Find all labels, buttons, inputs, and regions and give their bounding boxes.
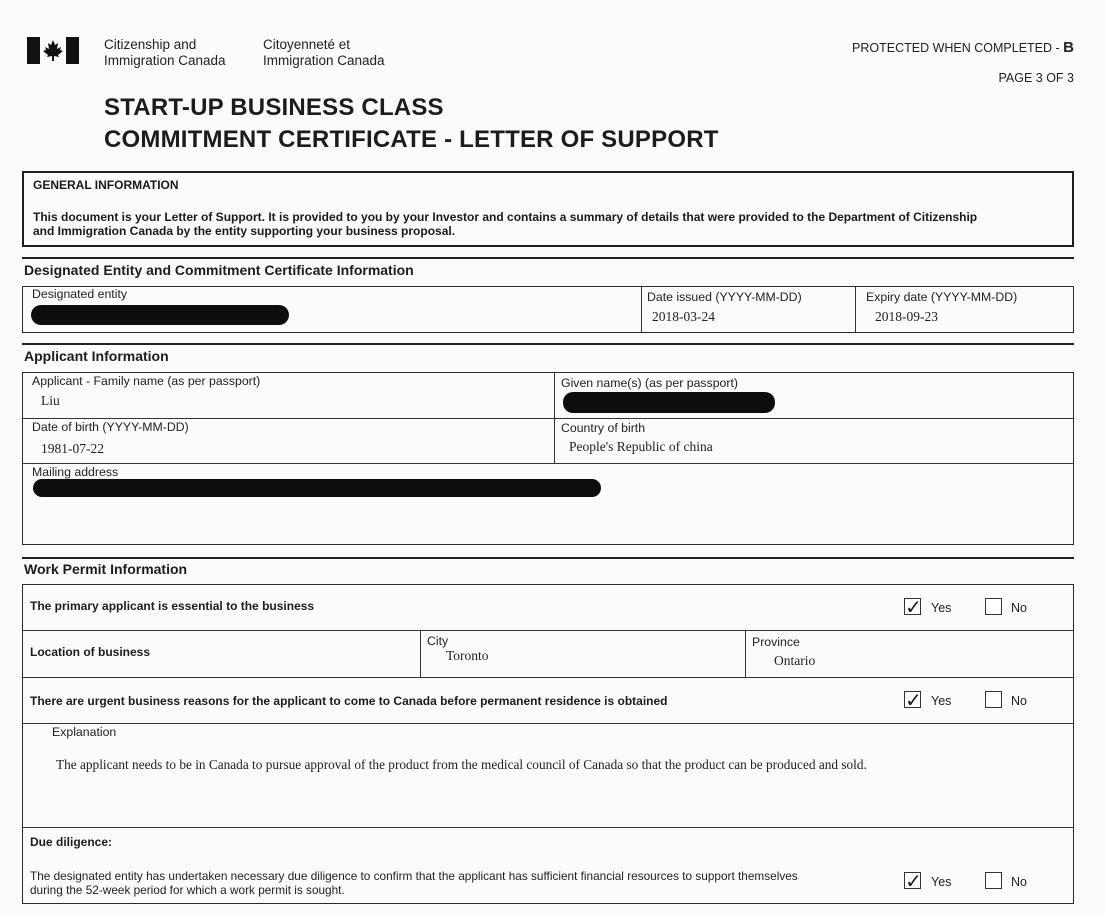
urgent-reasons-question: There are urgent business reasons for the applicant to come to Canada before permanent residence is obtained bbox=[30, 694, 668, 708]
explanation-value: The applicant needs to be in Canada to pursue approval of the product from the medical council of Canada so that the product can be produced and sold. bbox=[56, 757, 867, 772]
page-title: START-UP BUSINESS CLASS COMMITMENT CERTIFICATE - LETTER OF SUPPORT bbox=[104, 94, 719, 153]
page-number: PAGE 3 OF 3 bbox=[998, 71, 1074, 85]
province-label: Province bbox=[752, 635, 800, 649]
expiry-date-label: Expiry date (YYYY-MM-DD) bbox=[866, 290, 1018, 304]
divider bbox=[554, 373, 555, 463]
redaction-mark bbox=[33, 479, 601, 497]
family-name-label: Applicant - Family name (as per passport) bbox=[32, 374, 261, 388]
no-label: No bbox=[1011, 601, 1027, 615]
essential-yes-checkbox[interactable] bbox=[904, 595, 922, 619]
designated-section-title: Designated Entity and Commitment Certificate Information bbox=[24, 262, 414, 278]
city-value: Toronto bbox=[446, 648, 489, 663]
divider bbox=[23, 827, 1073, 828]
location-of-business-label: Location of business bbox=[30, 645, 151, 659]
date-issued-label: Date issued (YYYY-MM-DD) bbox=[647, 290, 802, 304]
general-information-text: This document is your Letter of Support. It is provided to you by your Investor and contains a summary of details that were provided to the Department of Citizenship and Immigration Canada by the entity supporting your business proposal. bbox=[33, 210, 978, 238]
mailing-address-label: Mailing address bbox=[32, 465, 119, 479]
divider bbox=[23, 677, 1073, 678]
expiry-date-value: 2018-09-23 bbox=[875, 309, 938, 324]
province-value: Ontario bbox=[774, 653, 816, 668]
general-information-box bbox=[22, 171, 1074, 247]
divider bbox=[23, 463, 1073, 464]
section-divider bbox=[22, 343, 1074, 345]
explanation-label: Explanation bbox=[52, 725, 117, 739]
no-label: No bbox=[1011, 875, 1027, 889]
divider bbox=[23, 418, 1073, 419]
designated-entity-label: Designated entity bbox=[32, 287, 128, 301]
divider bbox=[23, 630, 1073, 631]
yes-label: Yes bbox=[931, 601, 952, 615]
divider bbox=[855, 287, 856, 332]
divider bbox=[420, 631, 421, 677]
divider bbox=[23, 723, 1073, 724]
essential-question: The primary applicant is essential to the business bbox=[30, 599, 315, 613]
applicant-info-table bbox=[22, 372, 1074, 545]
divider bbox=[745, 631, 746, 677]
work-permit-section-title: Work Permit Information bbox=[24, 561, 188, 577]
yes-label: Yes bbox=[931, 694, 952, 708]
given-name-label: Given name(s) (as per passport) bbox=[561, 376, 739, 390]
check-mark-icon: ✓ bbox=[905, 688, 922, 712]
general-information-heading: GENERAL INFORMATION bbox=[33, 178, 179, 192]
yes-label: Yes bbox=[931, 875, 952, 889]
city-label: City bbox=[427, 634, 449, 648]
due-diligence-heading: Due diligence: bbox=[30, 835, 113, 849]
date-issued-value: 2018-03-24 bbox=[652, 309, 715, 324]
section-divider bbox=[22, 257, 1074, 259]
redaction-mark bbox=[563, 392, 775, 413]
redaction-mark bbox=[31, 305, 289, 325]
check-mark-icon: ✓ bbox=[905, 595, 922, 619]
country-of-birth-value: People's Republic of china bbox=[569, 439, 713, 454]
canada-flag-icon bbox=[27, 37, 79, 64]
country-of-birth-label: Country of birth bbox=[561, 421, 646, 435]
section-divider bbox=[22, 557, 1074, 559]
protected-marking: PROTECTED WHEN COMPLETED - B bbox=[852, 39, 1074, 56]
work-permit-table bbox=[22, 584, 1074, 904]
urgent-no-checkbox[interactable] bbox=[985, 691, 1002, 708]
applicant-section-title: Applicant Information bbox=[24, 348, 169, 364]
family-name-value: Liu bbox=[41, 393, 60, 408]
due-diligence-no-checkbox[interactable] bbox=[985, 872, 1002, 889]
date-of-birth-label: Date of birth (YYYY-MM-DD) bbox=[32, 420, 189, 434]
date-of-birth-value: 1981-07-22 bbox=[41, 441, 104, 456]
due-diligence-yes-checkbox[interactable] bbox=[904, 869, 922, 893]
no-label: No bbox=[1011, 694, 1027, 708]
due-diligence-text: The designated entity has undertaken necessary due diligence to confirm that the applicant has sufficient financial resources to support themselves during the 52-week period for which a work permit is sought. bbox=[30, 869, 798, 897]
urgent-yes-checkbox[interactable] bbox=[904, 688, 922, 712]
department-name-en: Citizenship and Immigration Canada bbox=[104, 37, 226, 68]
divider bbox=[641, 287, 642, 332]
department-name-fr: Citoyenneté et Immigration Canada bbox=[263, 37, 385, 68]
essential-no-checkbox[interactable] bbox=[985, 598, 1002, 615]
check-mark-icon: ✓ bbox=[905, 869, 922, 893]
